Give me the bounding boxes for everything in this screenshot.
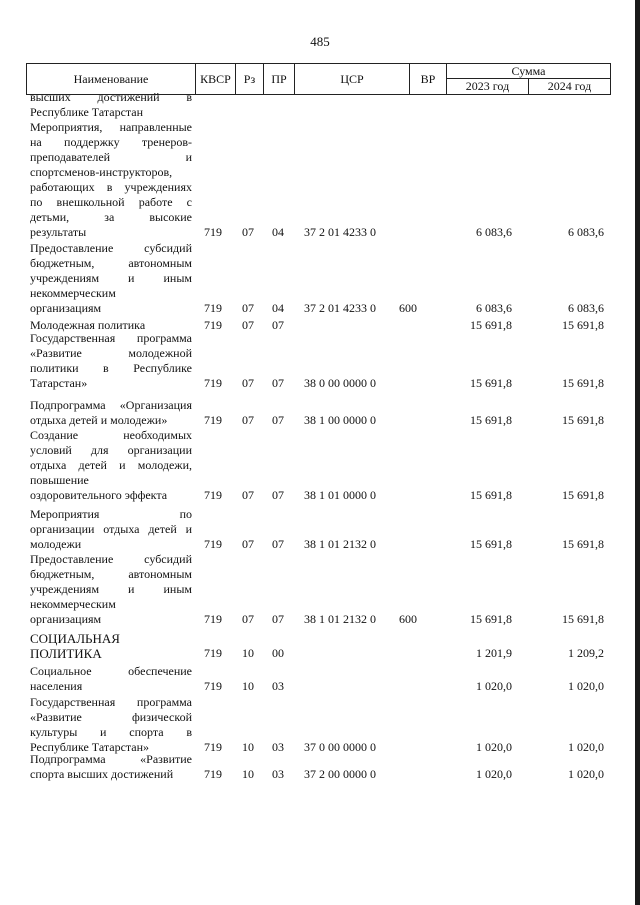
row-name-line: Республике Татарстан	[30, 105, 144, 119]
row-csr: 37 2 00 0000 0	[304, 767, 376, 781]
row-name-line: бюджетным, автономным	[30, 567, 192, 581]
table-row	[0, 695, 640, 755]
row-name	[30, 331, 192, 391]
row-name-line: работающих в учреждениях	[30, 180, 192, 194]
row-name-line: Мероприятия, направленные	[30, 120, 192, 134]
row-s2024: 15 691,8	[562, 612, 604, 626]
header-2024: 2024 год	[528, 78, 611, 95]
row-name-line: условий для организации	[30, 443, 192, 457]
row-name-line: организациям	[30, 612, 102, 626]
row-vr: 600	[399, 612, 417, 626]
row-rz: 10	[242, 679, 254, 693]
row-rz: 07	[242, 413, 254, 427]
row-name-line: результаты	[30, 225, 87, 239]
row-name-line: бюджетным, автономным	[30, 256, 192, 270]
row-name	[30, 90, 192, 120]
header-kvsr: КВСР	[195, 63, 236, 95]
row-csr: 38 1 01 2132 0	[304, 612, 376, 626]
row-kvsr: 719	[204, 740, 222, 754]
row-name-line: учреждениям и иным	[30, 271, 192, 285]
row-name-line: высших достижений в	[30, 90, 192, 104]
row-kvsr: 719	[204, 679, 222, 693]
row-name-line: Создание необходимых	[30, 428, 192, 442]
row-name-line: Предоставление субсидий	[30, 552, 192, 566]
header-vr: ВР	[409, 63, 447, 95]
row-name-line: Подпрограмма «Развитие	[30, 752, 192, 766]
row-name	[30, 120, 192, 240]
row-name-line: СОЦИАЛЬНАЯ	[30, 631, 120, 646]
row-name-line: организации отдыха детей и	[30, 522, 192, 536]
table-row	[0, 552, 640, 627]
row-rz: 07	[242, 537, 254, 551]
scan-edge	[635, 0, 640, 905]
header-2023: 2023 год	[446, 78, 529, 95]
table-row	[0, 120, 640, 240]
row-pr: 04	[272, 301, 284, 315]
page-number: 485	[310, 34, 330, 49]
row-s2023: 6 083,6	[476, 301, 512, 315]
row-name	[30, 695, 192, 755]
row-pr: 07	[272, 413, 284, 427]
row-name	[30, 752, 192, 782]
table-row	[0, 428, 640, 503]
row-s2024: 15 691,8	[562, 318, 604, 332]
row-pr: 07	[272, 612, 284, 626]
row-s2024: 1 209,2	[568, 646, 604, 660]
table-row	[0, 398, 640, 428]
row-name	[30, 552, 192, 627]
row-name-line: Мероприятия по	[30, 507, 192, 521]
row-s2024: 1 020,0	[568, 740, 604, 754]
header-pr: ПР	[263, 63, 295, 95]
row-csr: 38 1 01 0000 0	[304, 488, 376, 502]
header-rz: Рз	[235, 63, 264, 95]
row-name-line: Государственная программа	[30, 695, 192, 709]
row-csr: 38 1 00 0000 0	[304, 413, 376, 427]
table-row	[0, 241, 640, 316]
row-rz: 07	[242, 376, 254, 390]
row-kvsr: 719	[204, 376, 222, 390]
row-name-line: Предоставление субсидий	[30, 241, 192, 255]
row-s2023: 15 691,8	[470, 413, 512, 427]
row-kvsr: 719	[204, 301, 222, 315]
row-name-line: оздоровительного эффекта	[30, 488, 168, 502]
table-row	[0, 90, 640, 120]
row-pr: 03	[272, 679, 284, 693]
row-kvsr: 719	[204, 413, 222, 427]
row-name-line: некоммерческим	[30, 597, 116, 611]
row-s2023: 15 691,8	[470, 376, 512, 390]
row-s2024: 6 083,6	[568, 301, 604, 315]
row-name-line: по внешкольной работе с	[30, 195, 192, 209]
header-csr: ЦСР	[294, 63, 410, 95]
row-csr: 37 0 00 0000 0	[304, 740, 376, 754]
row-rz: 10	[242, 740, 254, 754]
row-pr: 07	[272, 488, 284, 502]
row-s2023: 1 020,0	[476, 679, 512, 693]
row-s2023: 15 691,8	[470, 537, 512, 551]
row-name-line: отдыха детей и молодежи»	[30, 413, 168, 427]
row-name-line: населения	[30, 679, 83, 693]
row-kvsr: 719	[204, 488, 222, 502]
row-pr: 03	[272, 767, 284, 781]
row-s2024: 1 020,0	[568, 767, 604, 781]
row-name	[30, 398, 192, 428]
row-name-line: «Развитие молодежной	[30, 346, 192, 360]
row-csr: 38 1 01 2132 0	[304, 537, 376, 551]
row-rz: 07	[242, 612, 254, 626]
row-name-line: Социальное обеспечение	[30, 664, 192, 678]
row-name	[30, 428, 192, 503]
row-kvsr: 719	[204, 612, 222, 626]
row-name-line: отдыха детей и молодежи,	[30, 458, 192, 472]
row-s2023: 6 083,6	[476, 225, 512, 239]
row-rz: 07	[242, 225, 254, 239]
row-name-line: Республике Татарстан»	[30, 740, 150, 754]
row-pr: 07	[272, 537, 284, 551]
row-name-line: политики в Республике	[30, 361, 192, 375]
header-sum: Сумма	[446, 63, 611, 79]
row-csr: 37 2 01 4233 0	[304, 225, 376, 239]
row-name-line: преподавателей и	[30, 150, 192, 164]
row-rz: 07	[242, 488, 254, 502]
row-name-line: детьми, за высокие	[30, 210, 192, 224]
row-kvsr: 719	[204, 318, 222, 332]
row-pr: 03	[272, 740, 284, 754]
row-s2023: 15 691,8	[470, 612, 512, 626]
row-name	[30, 507, 192, 552]
table-row	[0, 629, 640, 661]
row-s2023: 15 691,8	[470, 318, 512, 332]
row-s2023: 1 020,0	[476, 767, 512, 781]
row-name-line: молодежи	[30, 537, 82, 551]
row-rz: 10	[242, 646, 254, 660]
row-name-line: Подпрограмма «Организация	[30, 398, 192, 412]
row-s2023: 1 201,9	[476, 646, 512, 660]
row-name-line: Молодежная политика	[30, 318, 146, 332]
row-name-line: на поддержку тренеров-	[30, 135, 192, 149]
row-name	[30, 664, 192, 694]
row-name-line: учреждениям и иным	[30, 582, 192, 596]
table-row	[0, 507, 640, 552]
table-row	[0, 752, 640, 782]
row-kvsr: 719	[204, 225, 222, 239]
row-kvsr: 719	[204, 767, 222, 781]
row-s2024: 15 691,8	[562, 537, 604, 551]
table-row	[0, 331, 640, 391]
row-pr: 00	[272, 646, 284, 660]
row-name-line: спортсменов-инструкторов,	[30, 165, 173, 179]
row-s2024: 15 691,8	[562, 488, 604, 502]
row-name-line: культуры и спорта в	[30, 725, 192, 739]
row-s2023: 15 691,8	[470, 488, 512, 502]
row-s2024: 15 691,8	[562, 376, 604, 390]
row-name-line: ПОЛИТИКА	[30, 646, 102, 661]
row-pr: 04	[272, 225, 284, 239]
row-s2023: 1 020,0	[476, 740, 512, 754]
row-s2024: 15 691,8	[562, 413, 604, 427]
row-s2024: 1 020,0	[568, 679, 604, 693]
row-kvsr: 719	[204, 646, 222, 660]
row-rz: 10	[242, 767, 254, 781]
row-name-line: спорта высших достижений	[30, 767, 174, 781]
row-s2024: 6 083,6	[568, 225, 604, 239]
row-name-line: Государственная программа	[30, 331, 192, 345]
row-name	[30, 241, 192, 316]
row-name-line: некоммерческим	[30, 286, 116, 300]
row-csr: 38 0 00 0000 0	[304, 376, 376, 390]
row-rz: 07	[242, 318, 254, 332]
row-kvsr: 719	[204, 537, 222, 551]
row-name	[30, 631, 192, 661]
row-pr: 07	[272, 376, 284, 390]
header-name: Наименование	[26, 63, 196, 95]
row-vr: 600	[399, 301, 417, 315]
row-rz: 07	[242, 301, 254, 315]
row-name-line: «Развитие физической	[30, 710, 192, 724]
table-row	[0, 664, 640, 694]
row-csr: 37 2 01 4233 0	[304, 301, 376, 315]
row-name-line: повышение	[30, 473, 89, 487]
row-name-line: Татарстан»	[30, 376, 88, 390]
row-name-line: организациям	[30, 301, 102, 315]
row-pr: 07	[272, 318, 284, 332]
